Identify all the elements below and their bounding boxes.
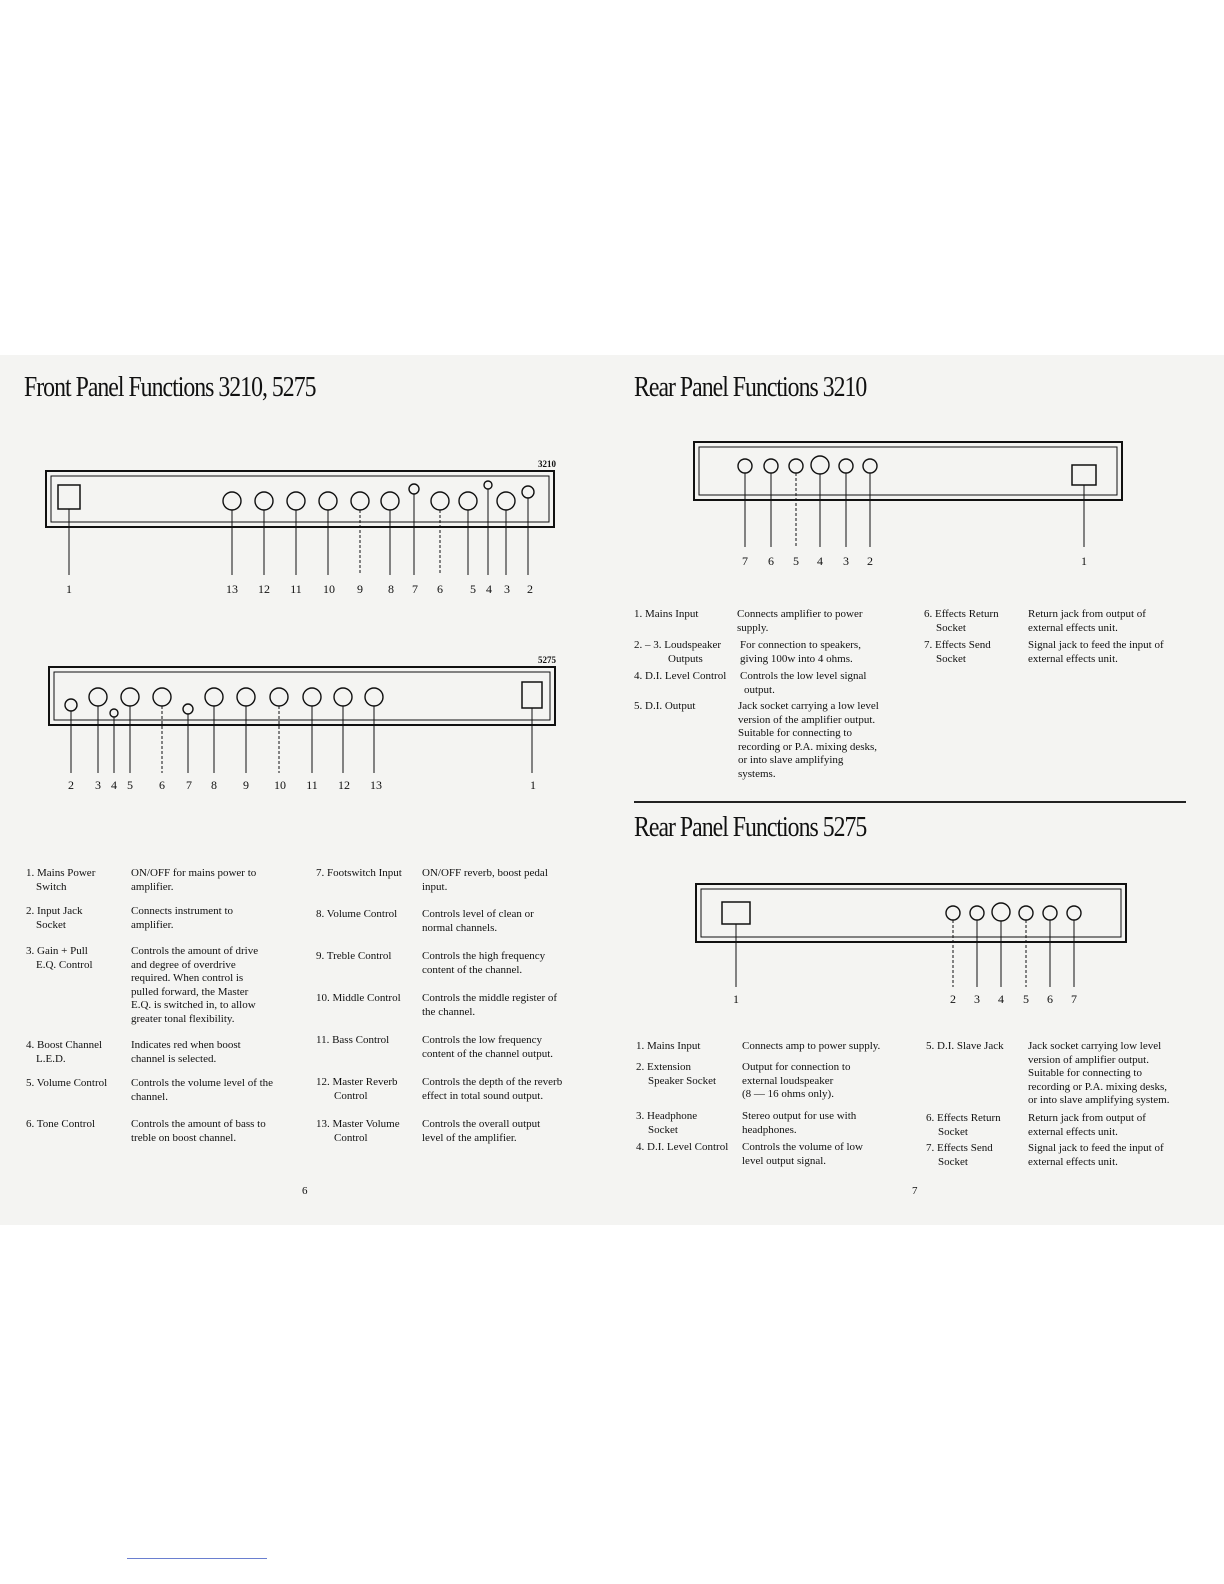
- jack-2: [65, 699, 77, 711]
- power-switch-5275: [522, 682, 542, 708]
- func-term-line: 4. D.I. Level Control: [634, 670, 727, 682]
- callout-5275-9: 9: [243, 778, 249, 792]
- socket-6: [764, 459, 778, 473]
- func-term: [924, 639, 991, 666]
- func-desc: [131, 905, 233, 932]
- knob-11: [303, 688, 321, 706]
- knob-12: [255, 492, 273, 510]
- func-term: [634, 670, 726, 684]
- page-left: [0, 355, 612, 1225]
- func-term-line: 6. Effects Return: [926, 1112, 1001, 1124]
- func-term-line: 4. D.I. Level Control: [636, 1141, 729, 1153]
- callout-3210-10: 10: [323, 582, 335, 596]
- jack-2: [522, 486, 534, 498]
- func-term-line: 9. Treble Control: [316, 950, 392, 962]
- callout-5275-10: 10: [274, 778, 286, 792]
- func-desc-line: Controls the low frequency: [422, 1034, 543, 1046]
- section-divider: [634, 801, 1186, 803]
- func-desc-line: (8 — 16 ohms only).: [742, 1088, 834, 1100]
- func-term-line: 4. Boost Channel: [26, 1039, 103, 1051]
- func-term-line: 2. Input Jack: [26, 905, 83, 917]
- func-desc-line: Return jack from output of: [1028, 1112, 1146, 1124]
- func-term-line: 5. Volume Control: [26, 1077, 108, 1089]
- func-term-line: E.Q. Control: [36, 958, 93, 971]
- func-desc-line: and degree of overdrive: [131, 958, 236, 971]
- func-desc-line: Suitable for connecting to: [1028, 1067, 1142, 1079]
- func-desc-line: Controls the middle register of: [422, 992, 558, 1004]
- knob-4: [811, 456, 829, 474]
- func-term: [634, 639, 721, 666]
- func-desc: [740, 639, 861, 666]
- leader-lines-5275: [71, 706, 532, 773]
- func-desc-line: For connection to speakers,: [740, 639, 861, 651]
- mains-input-3210: [1072, 465, 1096, 485]
- func-desc-line: Controls the overall output: [422, 1118, 541, 1130]
- callout-5275-1: 1: [530, 778, 536, 792]
- callout-5275-7: 7: [186, 778, 192, 792]
- func-term-line: Socket: [938, 1125, 968, 1138]
- func-desc-line: greater tonal flexibility.: [131, 1012, 235, 1025]
- knob-13: [223, 492, 241, 510]
- func-term: [926, 1112, 1001, 1139]
- func-term: [316, 992, 401, 1006]
- power-switch-3210: [58, 485, 80, 509]
- knob-13: [365, 688, 383, 706]
- led-4: [484, 481, 492, 489]
- callout-3210-3: 3: [504, 582, 510, 596]
- callout-rear-3210-6: 6: [768, 554, 774, 568]
- func-desc: [742, 1110, 856, 1137]
- leader-lines-rear-3210: [745, 473, 1084, 547]
- func-term: [316, 950, 391, 964]
- socket-7: [738, 459, 752, 473]
- func-desc-line: Indicates red when boost: [131, 1039, 241, 1051]
- func-desc-line: output.: [744, 683, 775, 696]
- func-desc-line: supply.: [737, 621, 769, 634]
- callout-rear-3210-5: 5: [793, 554, 799, 568]
- knob-6: [431, 492, 449, 510]
- knob-8: [205, 688, 223, 706]
- func-desc-line: Controls the amount of bass to: [131, 1118, 266, 1130]
- func-term-line: 7. Effects Send: [926, 1142, 993, 1154]
- knob-3: [497, 492, 515, 510]
- rear-panel-5275-title: Rear Panel Functions 5275: [634, 811, 867, 843]
- func-desc: [422, 1076, 562, 1103]
- callout-5275-13: 13: [370, 778, 382, 792]
- func-desc-line: Suitable for connecting to: [738, 727, 852, 739]
- knob-5: [459, 492, 477, 510]
- callout-5275-12: 12: [338, 778, 350, 792]
- func-desc-line: ON/OFF reverb, boost pedal: [422, 867, 548, 879]
- socket-6: [1043, 906, 1057, 920]
- func-desc-line: or into slave amplifying: [738, 754, 844, 766]
- func-term-line: L.E.D.: [36, 1052, 66, 1065]
- callout-3210-9: 9: [357, 582, 363, 596]
- knob-4: [992, 903, 1010, 921]
- func-term-line: 1. Mains Input: [636, 1040, 701, 1052]
- func-desc-line: Output for connection to: [742, 1061, 851, 1073]
- func-term: [636, 1040, 700, 1054]
- func-desc-line: headphones.: [742, 1123, 797, 1136]
- model-label-5275: 5275: [538, 655, 556, 665]
- func-desc-line: systems.: [738, 767, 776, 780]
- func-term: [316, 1118, 400, 1145]
- rear-5275-functions-col1: [636, 1040, 926, 1180]
- func-desc-line: Controls the high frequency: [422, 950, 546, 962]
- func-desc-line: Jack socket carrying a low level: [738, 700, 879, 712]
- footer-link-underline: [127, 1558, 267, 1559]
- socket-2: [946, 906, 960, 920]
- chassis-3210: [46, 471, 554, 527]
- func-desc: [740, 670, 866, 697]
- func-desc: [1028, 608, 1146, 635]
- func-term: [26, 1077, 107, 1091]
- func-term-line: 5. D.I. Slave Jack: [926, 1040, 1004, 1052]
- callout-5275-11: 11: [306, 778, 318, 792]
- rear-3210-functions-col2: [924, 608, 1214, 688]
- func-desc-line: external loudspeaker: [742, 1074, 834, 1087]
- knob-10: [319, 492, 337, 510]
- func-desc-line: level output signal.: [742, 1154, 827, 1167]
- socket-row-rear-3210: [738, 456, 877, 474]
- callout-3210-5: 5: [470, 582, 476, 596]
- func-term-line: Speaker Socket: [648, 1074, 717, 1087]
- func-desc-line: Controls the amount of drive: [131, 945, 259, 957]
- callout-5275-8: 8: [211, 778, 217, 792]
- func-desc: [131, 1039, 241, 1066]
- callouts-rear-5275: [733, 992, 1077, 1006]
- callout-5275-6: 6: [159, 778, 165, 792]
- func-desc-line: Controls the low level signal: [740, 670, 867, 682]
- led-4: [110, 709, 118, 717]
- callout-3210-8: 8: [388, 582, 394, 596]
- socket-2: [863, 459, 877, 473]
- rear-5275-functions-col2: [926, 1040, 1216, 1180]
- func-desc-line: Controls level of clean or: [422, 908, 534, 920]
- func-term-line: 7. Effects Send: [924, 639, 991, 651]
- callout-3210-11: 11: [290, 582, 302, 596]
- func-term: [926, 1142, 993, 1169]
- func-desc: [1028, 1040, 1169, 1108]
- func-desc: [422, 908, 534, 935]
- func-desc: [737, 608, 863, 635]
- func-term-line: 12. Master Reverb: [316, 1076, 398, 1088]
- chassis-5275: [49, 667, 555, 725]
- chassis-rear-5275-inner: [701, 889, 1121, 937]
- jack-7: [183, 704, 193, 714]
- callout-rear-5275-6: 6: [1047, 992, 1053, 1006]
- knob-10: [270, 688, 288, 706]
- func-desc: [131, 1077, 273, 1104]
- callout-5275-3: 3: [95, 778, 101, 792]
- knob-11: [287, 492, 305, 510]
- func-desc-line: Return jack from output of: [1028, 608, 1146, 620]
- func-desc-line: amplifier.: [131, 880, 174, 893]
- socket-5: [1019, 906, 1033, 920]
- func-desc-line: content of the channel.: [422, 963, 523, 976]
- callout-rear-3210-2: 2: [867, 554, 873, 568]
- callouts-3210: [66, 582, 533, 596]
- front-panel-title: Front Panel Functions 3210, 5275: [24, 371, 316, 403]
- page-number-right: 7: [912, 1185, 918, 1197]
- func-term-line: Control: [334, 1131, 368, 1144]
- func-term: [634, 608, 698, 622]
- jack-7: [409, 484, 419, 494]
- front-functions-col1: [26, 867, 306, 1167]
- func-desc-line: channel.: [131, 1090, 168, 1103]
- manual-spread: [0, 355, 1224, 1225]
- func-desc-line: E.Q. is switched in, to allow: [131, 999, 256, 1011]
- func-desc-line: amplifier.: [131, 918, 174, 931]
- socket-row-rear-5275: [946, 903, 1081, 921]
- knob-12: [334, 688, 352, 706]
- func-desc: [742, 1040, 880, 1054]
- mains-input-5275: [722, 902, 750, 924]
- knob-9: [237, 688, 255, 706]
- callout-5275-2: 2: [68, 778, 74, 792]
- func-desc-line: channel is selected.: [131, 1052, 217, 1065]
- socket-3: [839, 459, 853, 473]
- callout-3210-4: 4: [486, 582, 492, 596]
- callout-rear-3210-1: 1: [1081, 554, 1087, 568]
- func-term: [636, 1141, 728, 1155]
- func-desc-line: effect in total sound output.: [422, 1089, 544, 1102]
- chassis-rear-3210-inner: [699, 447, 1117, 495]
- callout-rear-5275-7: 7: [1071, 992, 1077, 1006]
- func-desc-line: Signal jack to feed the input of: [1028, 639, 1164, 651]
- rear-panel-3210-title: Rear Panel Functions 3210: [634, 371, 867, 403]
- func-term: [26, 867, 95, 894]
- func-desc-line: Controls the volume of low: [742, 1141, 863, 1153]
- func-term: [26, 1039, 102, 1066]
- func-desc-line: treble on boost channel.: [131, 1131, 237, 1144]
- callouts-5275: [68, 778, 536, 792]
- func-term: [636, 1061, 716, 1088]
- func-term-line: 13. Master Volume: [316, 1118, 400, 1130]
- func-desc-line: Controls the depth of the reverb: [422, 1076, 563, 1088]
- func-desc: [422, 1118, 540, 1145]
- func-desc-line: normal channels.: [422, 921, 498, 934]
- func-desc: [422, 992, 557, 1019]
- func-desc: [131, 945, 258, 1026]
- func-desc-line: external effects unit.: [1028, 621, 1118, 634]
- callout-rear-5275-5: 5: [1023, 992, 1029, 1006]
- func-term: [316, 908, 397, 922]
- func-term-line: 3. Gain + Pull: [26, 945, 88, 957]
- func-desc-line: level of the amplifier.: [422, 1131, 517, 1144]
- func-desc-line: Connects amplifier to power: [737, 608, 863, 620]
- func-desc-line: pulled forward, the Master: [131, 985, 249, 998]
- func-term-line: Socket: [938, 1155, 968, 1168]
- func-term-line: Socket: [36, 918, 66, 931]
- callout-3210-7: 7: [412, 582, 418, 596]
- func-term-line: Outputs: [668, 652, 703, 665]
- func-desc: [131, 867, 256, 894]
- socket-5: [789, 459, 803, 473]
- func-term: [26, 945, 93, 972]
- callout-3210-6: 6: [437, 582, 443, 596]
- func-term: [634, 700, 695, 714]
- callout-rear-3210-7: 7: [742, 554, 748, 568]
- func-term: [316, 867, 402, 881]
- page-right: [612, 355, 1224, 1225]
- func-desc-line: version of the amplifier output.: [738, 713, 876, 726]
- func-desc: [1028, 1112, 1146, 1139]
- rear-3210-functions-col1: [634, 608, 924, 788]
- func-desc-line: content of the channel output.: [422, 1047, 554, 1060]
- callout-3210-1: 1: [66, 582, 72, 596]
- callout-rear-3210-4: 4: [817, 554, 823, 568]
- func-term: [926, 1040, 1004, 1054]
- callout-3210-2: 2: [527, 582, 533, 596]
- func-term-line: Socket: [936, 652, 966, 665]
- func-desc-line: Signal jack to feed the input of: [1028, 1142, 1164, 1154]
- func-desc: [738, 700, 879, 781]
- func-term: [316, 1034, 389, 1048]
- func-term-line: 2. – 3. Loudspeaker: [634, 639, 722, 651]
- callout-rear-3210-3: 3: [843, 554, 849, 568]
- func-term-line: 11. Bass Control: [316, 1034, 390, 1046]
- model-label-3210: 3210: [538, 459, 556, 469]
- func-term-line: 1. Mains Power: [26, 867, 96, 879]
- func-term: [924, 608, 999, 635]
- func-desc: [131, 1118, 266, 1145]
- chassis-rear-3210: [694, 442, 1122, 500]
- knob-3: [89, 688, 107, 706]
- callout-3210-13: 13: [226, 582, 238, 596]
- func-desc-line: version of amplifier output.: [1028, 1053, 1149, 1066]
- callout-5275-5: 5: [127, 778, 133, 792]
- func-desc-line: or into slave amplifying system.: [1028, 1094, 1170, 1106]
- func-desc-line: recording or P.A. mixing desks,: [738, 740, 878, 753]
- callout-3210-12: 12: [258, 582, 270, 596]
- func-desc-line: ON/OFF for mains power to: [131, 867, 257, 879]
- func-term-line: 6. Effects Return: [924, 608, 999, 620]
- func-term-line: 7. Footswitch Input: [316, 867, 402, 879]
- func-desc-line: required. When control is: [131, 972, 244, 984]
- func-desc-line: external effects unit.: [1028, 1125, 1118, 1138]
- func-term-line: Socket: [936, 621, 966, 634]
- func-desc-line: recording or P.A. mixing desks,: [1028, 1080, 1168, 1093]
- func-desc-line: Stereo output for use with: [742, 1110, 857, 1122]
- socket-7: [1067, 906, 1081, 920]
- knob-row-5275: [65, 688, 383, 717]
- func-term: [26, 1118, 95, 1132]
- knob-5: [121, 688, 139, 706]
- func-term: [26, 905, 83, 932]
- func-term-line: 5. D.I. Output: [634, 700, 696, 712]
- func-desc: [422, 1034, 553, 1061]
- func-term-line: Control: [334, 1089, 368, 1102]
- chassis-rear-5275: [696, 884, 1126, 942]
- chassis-5275-inner: [54, 672, 550, 720]
- func-desc: [1028, 639, 1164, 666]
- callout-rear-5275-4: 4: [998, 992, 1004, 1006]
- func-term-line: 3. Headphone: [636, 1110, 698, 1122]
- func-desc-line: the channel.: [422, 1005, 476, 1018]
- func-desc-line: input.: [422, 880, 448, 893]
- func-desc: [422, 867, 548, 894]
- leader-lines-rear-5275: [736, 920, 1074, 987]
- func-desc: [1028, 1142, 1164, 1169]
- page-number-left: 6: [302, 1185, 308, 1197]
- func-term: [636, 1110, 697, 1137]
- func-desc-line: external effects unit.: [1028, 1155, 1118, 1168]
- callout-rear-5275-1: 1: [733, 992, 739, 1006]
- func-desc-line: giving 100w into 4 ohms.: [740, 652, 853, 665]
- knob-8: [381, 492, 399, 510]
- func-desc: [742, 1141, 863, 1168]
- front-functions-col2: [316, 867, 606, 1167]
- knob-9: [351, 492, 369, 510]
- func-desc: [422, 950, 545, 977]
- callout-5275-4: 4: [111, 778, 117, 792]
- socket-3: [970, 906, 984, 920]
- func-term-line: 6. Tone Control: [26, 1118, 95, 1130]
- knob-row-3210: [223, 481, 534, 510]
- func-term-line: 10. Middle Control: [316, 992, 401, 1004]
- func-desc-line: Connects amp to power supply.: [742, 1040, 881, 1052]
- func-desc-line: external effects unit.: [1028, 652, 1118, 665]
- func-term-line: 2. Extension: [636, 1061, 691, 1073]
- func-desc-line: Connects instrument to: [131, 905, 234, 917]
- func-desc-line: Jack socket carrying low level: [1028, 1040, 1162, 1052]
- func-term-line: 8. Volume Control: [316, 908, 398, 920]
- func-term: [316, 1076, 398, 1103]
- callout-rear-5275-3: 3: [974, 992, 980, 1006]
- func-desc: [742, 1061, 850, 1102]
- callouts-rear-3210: [742, 554, 1087, 568]
- func-term-line: Switch: [36, 880, 67, 893]
- knob-6: [153, 688, 171, 706]
- func-desc-line: Controls the volume level of the: [131, 1077, 274, 1089]
- func-term-line: 1. Mains Input: [634, 608, 699, 620]
- callout-rear-5275-2: 2: [950, 992, 956, 1006]
- func-term-line: Socket: [648, 1123, 678, 1136]
- chassis-3210-inner: [51, 476, 549, 522]
